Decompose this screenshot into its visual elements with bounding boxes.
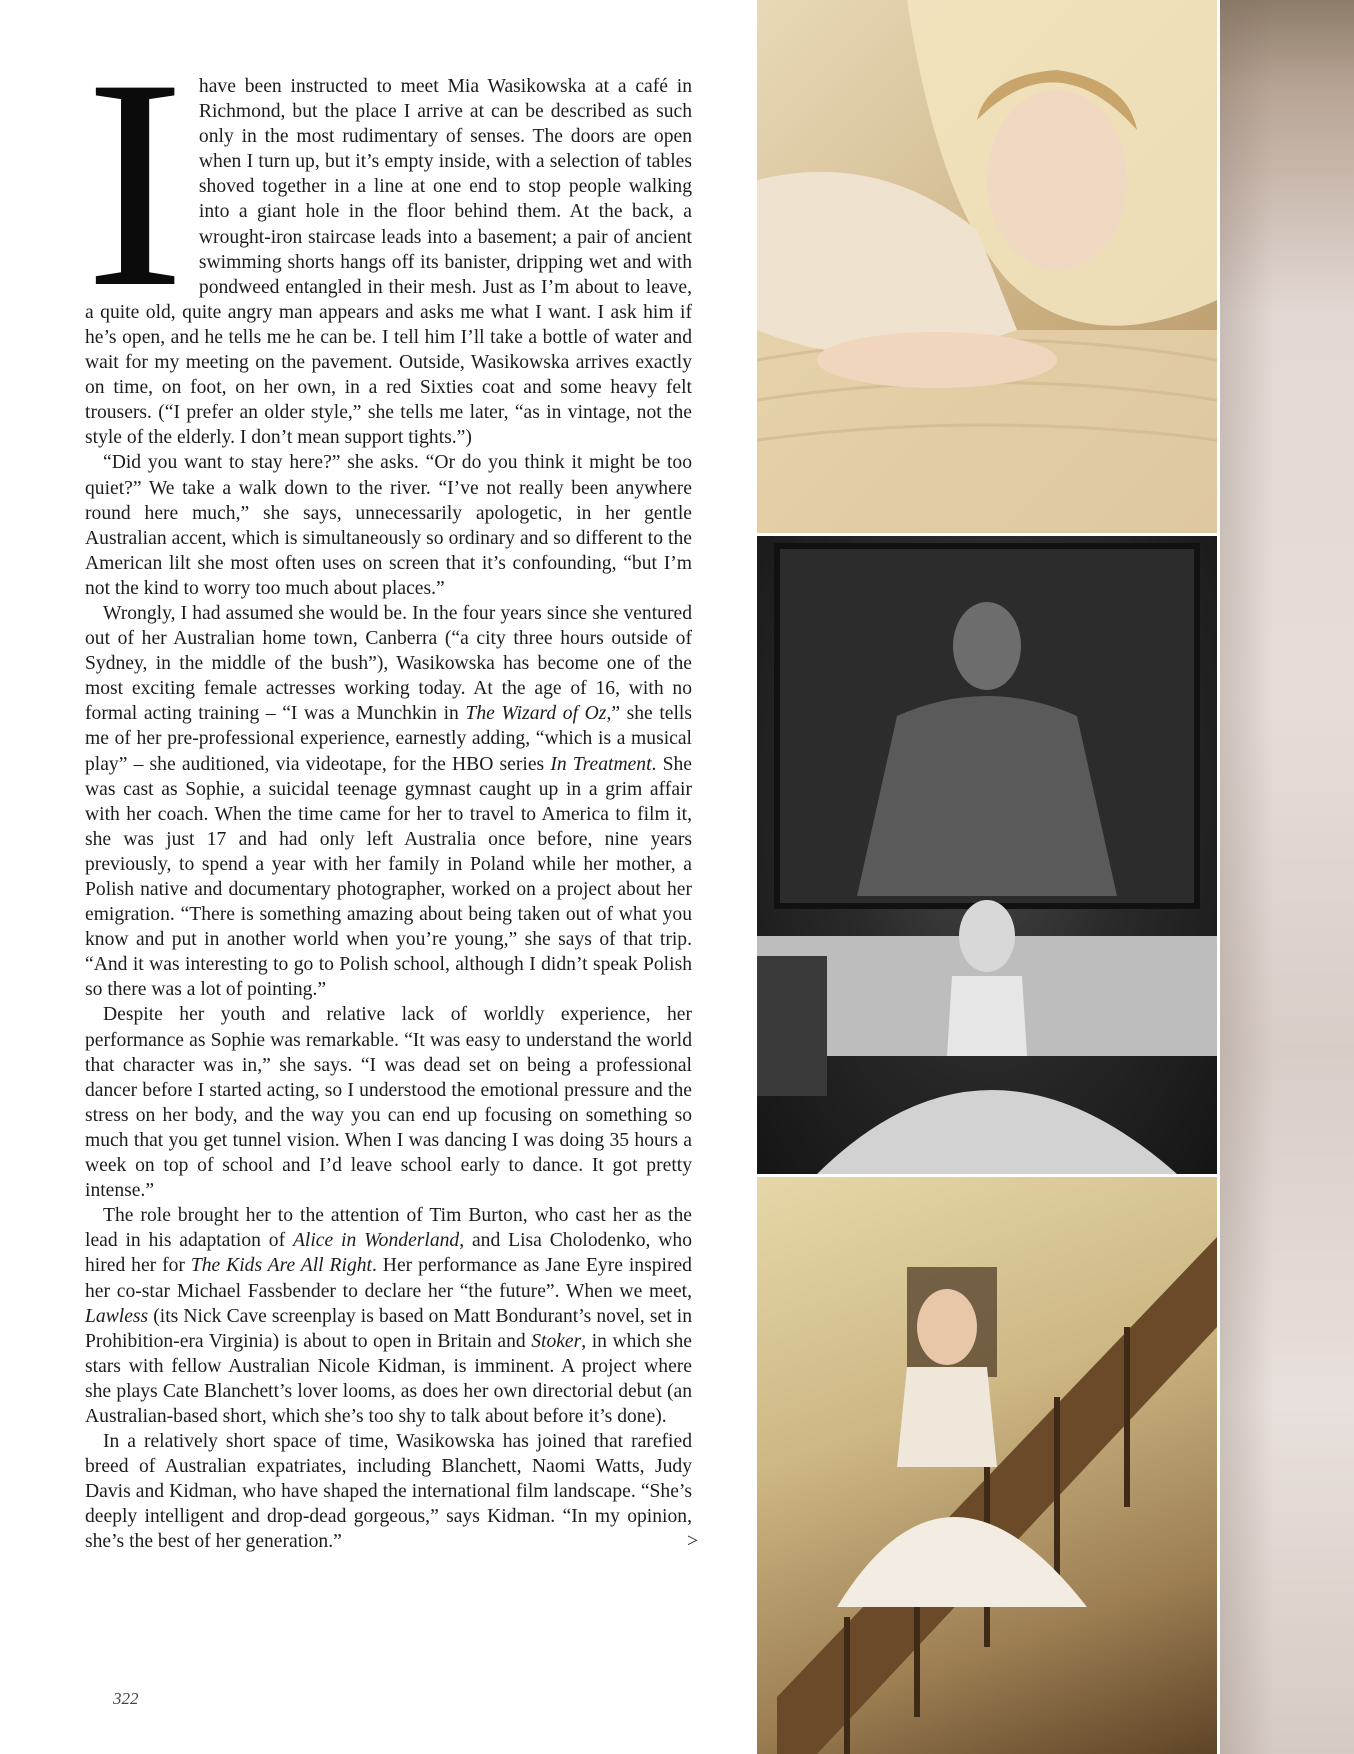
italic-title: The Kids Are All Right [190, 1255, 372, 1277]
article-paragraph [85, 1002, 692, 1203]
page-number: 322 [113, 1689, 139, 1708]
photo-seated-before-portrait [757, 536, 1217, 1174]
text-run: Wrongly, I had assumed she would be. In the four years since she ventured out of her Australian home town, Canberra (“a city three hours outside of Sydney, in the middle of the bush”), Wasikowska has become one of the most exciting female actresses working today. At the age of 16, with no formal acting training – “I was a Munchkin in [85, 602, 692, 725]
article-body [85, 17, 698, 1634]
article-paragraph [85, 1429, 698, 1554]
italic-title: Alice in Wonderland [292, 1230, 460, 1252]
article-paragraph [85, 450, 692, 601]
text-run: Despite her youth and relative lack of worldly experience, her performance as Sophie was remarkable. “It was easy to understand the world that character was in,” she says. “I was dead set on being a professional dancer before I started acting, so I understood the emotional pressure and the stress on her body, and the way you can end up focusing on something so much that you get tunnel vision. When I was dancing I was doing 35 hours a week on top of school and I’d leave school early to dance. It got pretty intense.” [85, 1004, 692, 1202]
photo-on-staircase [757, 1177, 1217, 1754]
text-run: . She was cast as Sophie, a suicidal teenage gymnast caught up in a grim affair with her coach. When the time came for her to travel to America to film it, she was just 17 and had only left Australia once before, nine years previously, to spend a year with her family in Poland while her mother, a Polish native and documentary photographer, worked on a project about her emigration. “There is something amazing about being taken out of what you know and put in another world when you’re young,” she says of that trip. “And it was interesting to go to Polish school, although I didn’t speak Polish so there was a lot of pointing.” [85, 753, 692, 1001]
continue-marker: > [686, 1531, 698, 1553]
text-run: The role brought her to the attention of Tim Burton, who cast her as the lead in his adaptation of [85, 1205, 692, 1252]
photo-bleed-edge [1220, 0, 1354, 1754]
photo-reclining-on-sofa-art [757, 0, 1217, 533]
text-run: ,” she tells me of her pre-professional experience, earnestly adding, “which is a musical play” – she auditioned, via videotape, for the HBO series [85, 703, 693, 775]
photo-reclining-on-sofa [757, 0, 1217, 533]
italic-title: Stoker [531, 1330, 582, 1352]
italic-title: In Treatment [550, 753, 652, 775]
article-paragraph [85, 601, 692, 1003]
drop-cap: I [85, 17, 185, 349]
photo-column [757, 0, 1217, 1754]
italic-title: Lawless [85, 1305, 149, 1327]
text-run: , in which she stars with fellow Australian Nicole Kidman, is imminent. A project where she plays Cate Blanchett’s lover looms, as does her own directorial debut (an Australian-based short, which she’s too shy to talk about before it’s done). [85, 1330, 692, 1427]
italic-title: The Wizard of Oz [465, 703, 607, 725]
photo-seated-before-portrait-art [757, 536, 1217, 1174]
text-run: “Did you want to stay here?” she asks. “Or do you think it might be too quiet?” We take a walk down to the river. “I’ve not really been anywhere round here much,” she says, unnecessarily apologetic, in her gentle Australian accent, which is simultaneously so ordinary and so different to the American lilt she most often uses on screen that it’s confounding, “but I’m not the kind to worry too much about places.” [85, 452, 692, 599]
text-run: have been instructed to meet Mia Wasikowska at a café in Richmond, but the place I arrive at can be described as such only in the most rudimentary of senses. The doors are open when I turn up, but it’s empty inside, with a selection of tables shoved together in a line at one end to stop people walking into a giant hole in the floor behind them. At the back, a wrought-iron staircase leads into a basement; a pair of ancient swimming shorts hangs off its banister, dripping wet and with pondweed entangled in their mesh. Just as I’m about to leave, a quite old, quite angry man appears and asks me what I want. I ask him if he’s open, and he tells me he can be. I tell him I’ll take a bottle of water and wait for my meeting on the pavement. Outside, Wasikowska arrives exactly on time, on foot, on her own, in a red Sixties coat and some heavy felt trousers. (“I prefer an older style,” she tells me later, “as in vintage, not the style of the elderly. I don’t mean support tights.”) [85, 76, 692, 449]
text-run: In a relatively short space of time, Wasikowska has joined that rarefied breed of Australian expatriates, including Blanchett, Naomi Watts, Judy Davis and Kidman, who have shaped the international film landscape. “She’s deeply intelligent and drop-dead gorgeous,” says Kidman. “In my opinion, she’s the best of her generation.” [85, 1431, 692, 1553]
text-run: (its Nick Cave screenplay is based on Matt Bondurant’s novel, set in Prohibition-era Virginia) is about to open in Britain and [85, 1305, 692, 1352]
photo-on-staircase-art [757, 1177, 1217, 1754]
text-run: , and Lisa Cholodenko, who hired her for [85, 1230, 693, 1277]
article-paragraph [85, 1203, 692, 1429]
text-run: . Her performance as Jane Eyre inspired her co-star Michael Fassbender to declare her “the future”. When we meet, [85, 1255, 692, 1302]
